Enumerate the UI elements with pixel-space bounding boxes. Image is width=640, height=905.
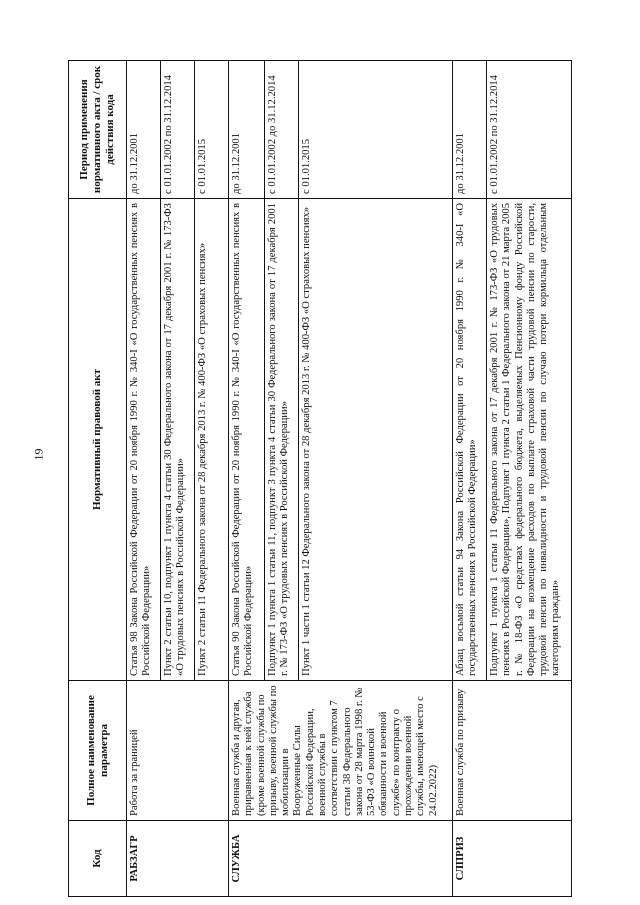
act-text: Пункт 2 статьи 11 Федерального закона от 28 декабря 2013 г. № 400-ФЗ «О страховых пенсиях» [195,199,229,681]
row-code: СЛУЖБА [229,821,453,897]
act-period: с 01.01.2015 [195,61,229,199]
act-period: с 01.01.2015 [299,61,453,199]
row-name: Военная служба и другая, приравненная к ней служба (кроме военной службы по призыву, военной службы по мобилизации в Вооруженные Силы Российской Федерации, военной службы в соответствии с пунктом 7 статьи 38 Федерального закона от 28 марта 1998 г. № 53-ФЗ «О воинской обязанности и военной службе» по контракту о прохождении военной службы, имеющей место с 24.02.2022) [229,681,453,821]
act-period: с 01.01.2002 по 31.12.2014 [487,61,572,199]
header-code: Код [69,821,127,897]
act-period: с 01.01.2002 по 31.12.2014 [161,61,195,199]
header-period: Период применения нормативного акта / срок действия кода [69,61,127,199]
row-name: Военная служба по призыву [453,681,572,821]
page-number: 19 [31,448,46,461]
act-text: Подпункт 1 пункта 1 статьи 11 Федерального закона от 17 декабря 2001 г. № 173-ФЗ «О трудовых пенсиях в Российской Федерации», Подпункт 1 пункта 2 статьи 1 Федерального закона от 21 марта 2005 г. № 18-ФЗ «О средствах федерального бюджета, выделяемых Пенсионному фонду Российской Федерации на возмещение расходов по выплате страховой части трудовой пенсии по старости, трудовой пенсии по инвалидности и трудовой пенсии по случаю потери кормильца отдельным категориям граждан» [487,199,572,681]
act-text: Статья 90 Закона Российской Федерации от 20 ноября 1990 г. № 340-I «О государственных пенсиях в Российской Федерации» [229,199,265,681]
rotated-table-container [68,61,571,897]
header-name: Полное наименование параметра [69,681,127,821]
normative-acts-table [68,60,572,897]
row-code: РАБЗАГР [127,821,229,897]
row-code: СЛПРИЗ [453,821,572,897]
act-period: до 31.12.2001 [453,61,487,199]
act-period: с 01.01.2002 до 31.12.2014 [265,61,299,199]
header-act: Нормативный правовой акт [69,199,127,681]
act-text: Статья 98 Закона Российской Федерации от 20 ноября 1990 г. № 340-I «О государственных пенсиях в Российской Федерации» [127,199,161,681]
act-text: Подпункт 1 пункта 1 статьи 11, подпункт 3 пункта 4 статьи 30 Федерального закона от 17 декабря 2001 г. № 173-ФЗ «О трудовых пенсиях в Российской Федерации» [265,199,299,681]
act-text: Пункт 2 статьи 10, подпункт 1 пункта 4 статьи 30 Федерального закона от 17 декабря 2001 г. № 173-ФЗ «О трудовых пенсиях в Российской Федерации» [161,199,195,681]
act-text: Абзац восьмой статьи 94 Закона Российской Федерации от 20 ноября 1990 г. № 340-I «О государственных пенсиях в Российской Федерации» [453,199,487,681]
act-text: Пункт 1 части 1 статьи 12 Федерального закона от 28 декабря 2013 г. № 400-ФЗ «О страховых пенсиях» [299,199,453,681]
row-name: Работа за границей [127,681,229,821]
act-period: до 31.12.2001 [127,61,161,199]
act-period: до 31.12.2001 [229,61,265,199]
